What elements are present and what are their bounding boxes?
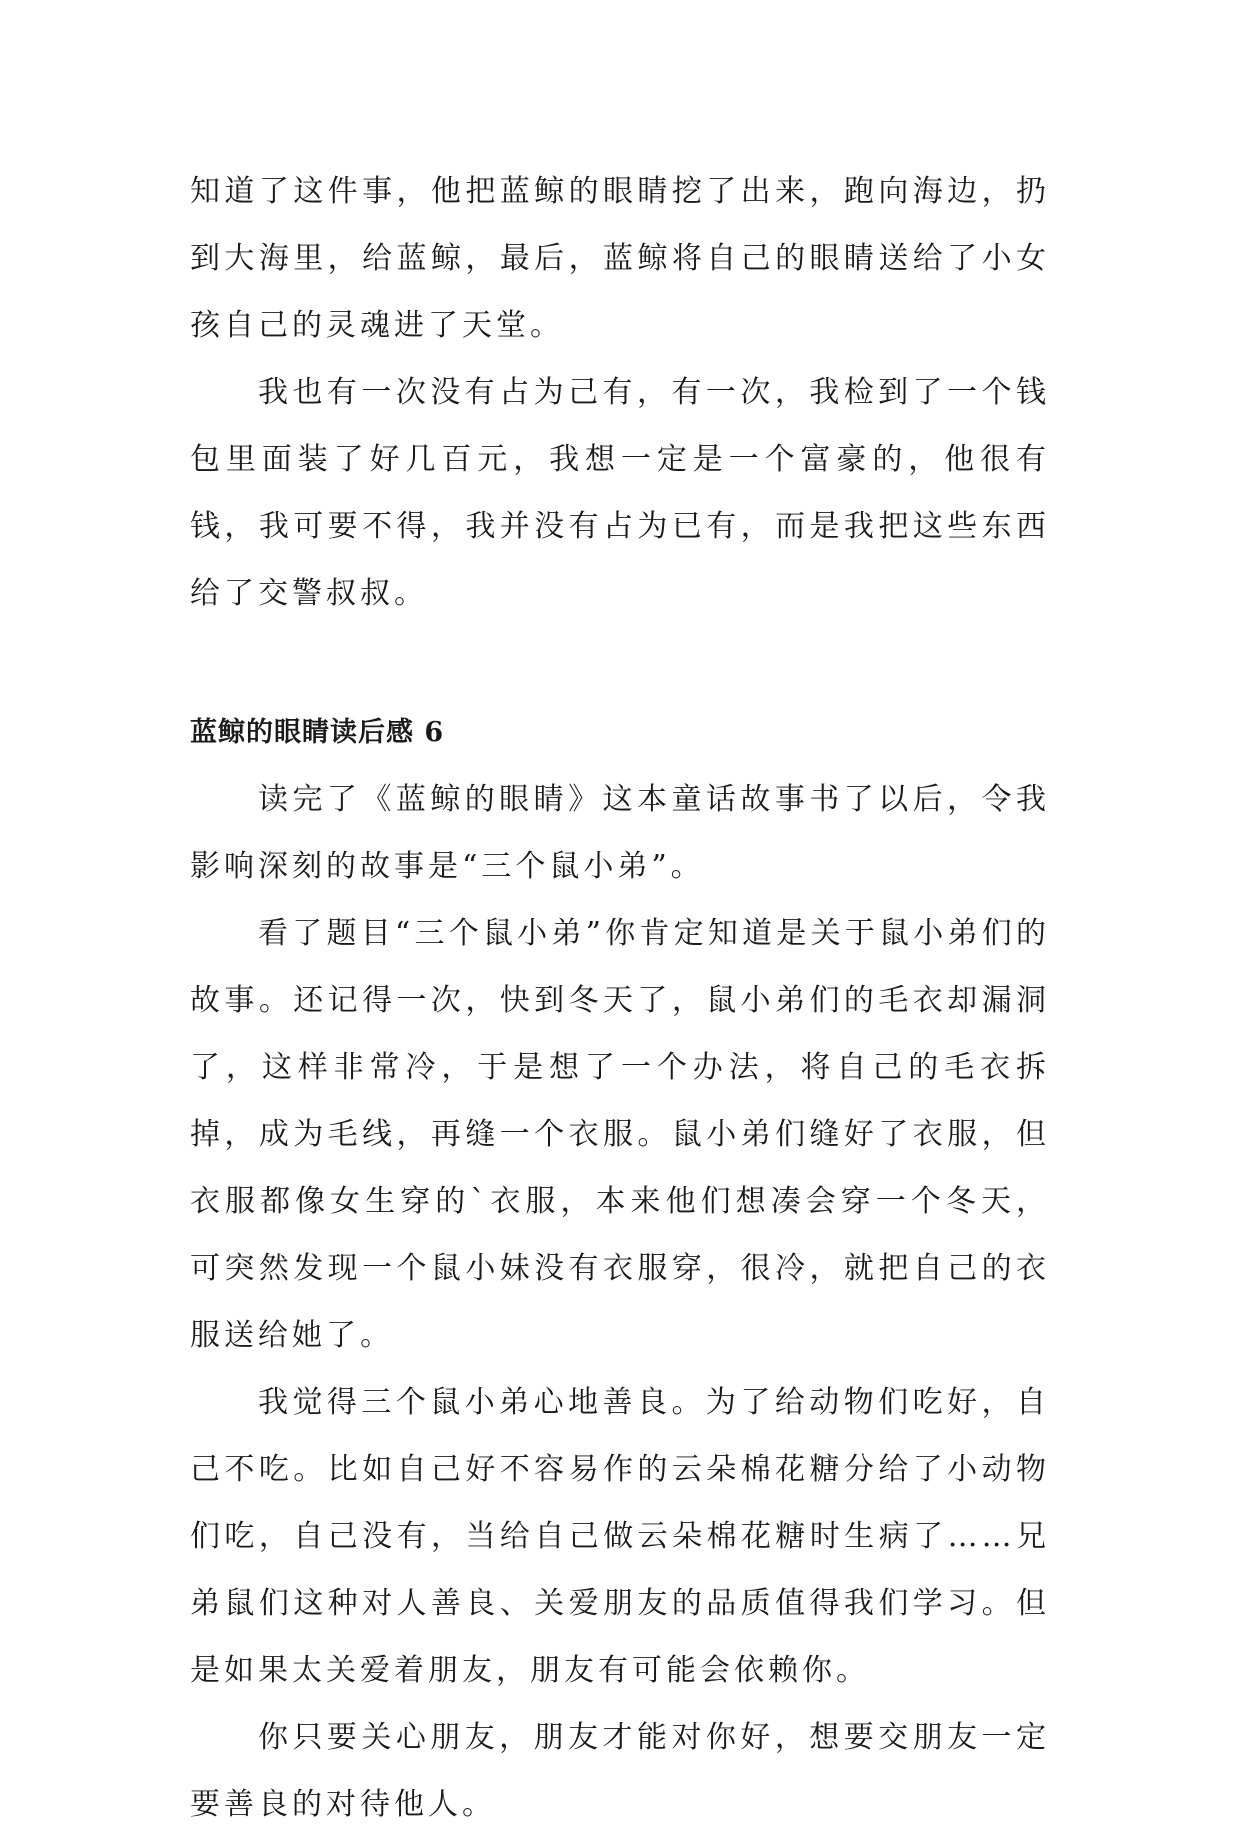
story-summary-paragraph: 看了题目“三个鼠小弟”你肯定知道是关于鼠小弟们的故事。还记得一次，快到冬天了，鼠小弟们的毛衣却漏洞了，这样非常冷，于是想了一个办法，将自己的毛衣拆掉，成为毛线，再缝一个衣服。鼠小弟们缝好了衣服，但衣服都像女生穿的`衣服，本来他们想凑会穿一个冬天，可突然发现一个鼠小妹没有衣服穿，很冷，就把自己的衣服送给她了。: [190, 916, 1050, 1353]
story-continuation-paragraph: 知道了这件事，他把蓝鲸的眼睛挖了出来，跑向海边，扔到大海里，给蓝鲸，最后，蓝鲸将自己的眼睛送给了小女孩自己的灵魂进了天堂。: [190, 174, 1050, 343]
section-heading: 蓝鲸的眼睛读后感 6: [190, 717, 445, 748]
intro-paragraph: 读完了《蓝鲸的眼睛》这本童话故事书了以后，令我影响深刻的故事是“三个鼠小弟”。: [190, 782, 1050, 884]
reflection-paragraph: 我觉得三个鼠小弟心地善良。为了给动物们吃好，自己不吃。比如自己好不容易作的云朵棉花糖分给了小动物们吃，自己没有，当给自己做云朵棉花糖时生病了……兄弟鼠们这种对人善良、关爱朋友的品质值得我们学习。但是如果太关爱着朋友，朋友有可能会依赖你。: [190, 1385, 1050, 1688]
wallet-anecdote-paragraph: 我也有一次没有占为己有，有一次，我检到了一个钱包里面装了好几百元，我想一定是一个富豪的，他很有钱，我可要不得，我并没有占为已有，而是我把这些东西给了交警叔叔。: [190, 375, 1050, 611]
document-page: [190, 158, 1050, 1838]
conclusion-paragraph: 你只要关心朋友，朋友才能对你好，想要交朋友一定要善良的对待他人。: [190, 1720, 1050, 1822]
